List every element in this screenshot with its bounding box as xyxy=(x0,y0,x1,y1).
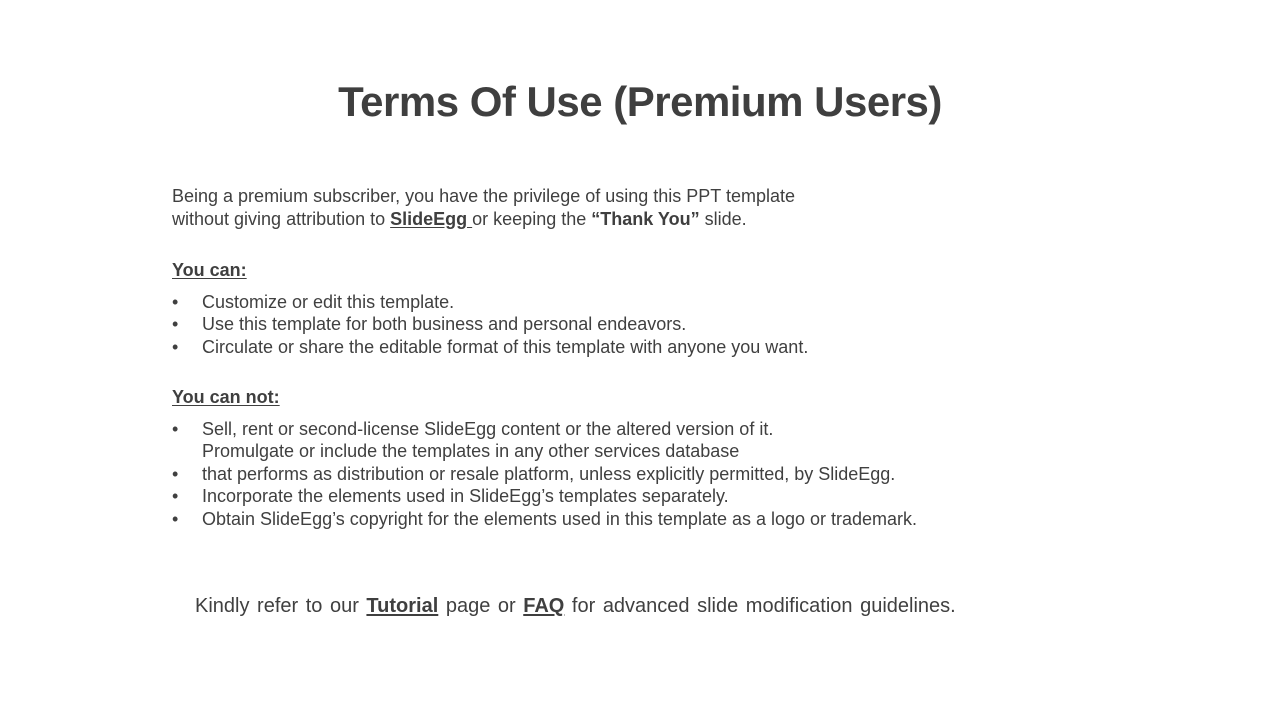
bullet-icon: • xyxy=(172,336,179,357)
list-item-text: Circulate or share the editable format of this template with anyone you want. xyxy=(202,336,809,357)
bullet-icon: • xyxy=(172,463,179,484)
page-title: Terms Of Use (Premium Users) xyxy=(338,78,942,125)
tutorial-link[interactable]: Tutorial xyxy=(366,595,439,617)
list-item xyxy=(172,418,1032,441)
thank-you-text: “Thank You” xyxy=(591,208,700,229)
footer-suffix: for advanced slide modification guidelines. xyxy=(564,595,956,617)
intro-line-2-middle: or keeping the xyxy=(472,208,592,229)
list-item-text: Incorporate the elements used in SlideEgg’s templates separately. xyxy=(202,486,729,506)
list-item-text: Use this template for both business and personal endeavors. xyxy=(202,314,687,334)
bullet-icon: • xyxy=(172,291,179,312)
you-can-heading: You can: xyxy=(172,260,247,280)
list-item xyxy=(172,313,1032,336)
list-item xyxy=(172,440,1032,463)
list-item-text: Sell, rent or second-license SlideEgg content or the altered version of it. xyxy=(202,418,774,439)
bullet-icon: • xyxy=(172,508,179,529)
bullet-icon: • xyxy=(172,418,179,439)
bullet-icon: • xyxy=(172,314,179,334)
footer-note xyxy=(195,593,956,619)
slideegg-link[interactable]: SlideEgg xyxy=(390,208,473,229)
you-can-not-list xyxy=(172,418,1032,531)
faq-link[interactable]: FAQ xyxy=(523,595,565,617)
you-can-list xyxy=(172,291,1032,359)
intro-paragraph xyxy=(172,185,1032,230)
list-item-text: Promulgate or include the templates in any other services database xyxy=(202,441,740,461)
terms-content xyxy=(172,185,1032,558)
list-item-text: Obtain SlideEgg’s copyright for the elements used in this template as a logo or trademark. xyxy=(202,508,918,529)
list-item xyxy=(172,291,1032,314)
footer-prefix: Kindly refer to our xyxy=(195,595,367,617)
intro-line-2-suffix: slide. xyxy=(699,208,747,229)
intro-line-2 xyxy=(172,208,1032,231)
list-item xyxy=(172,336,1032,359)
list-item-text: that performs as distribution or resale platform, unless explicitly permitted, by SlideEgg. xyxy=(202,463,896,484)
intro-line-1: Being a premium subscriber, you have the privilege of using this PPT template xyxy=(172,186,795,206)
bullet-icon: • xyxy=(172,486,179,506)
intro-line-2-prefix: without giving attribution to xyxy=(172,208,391,229)
list-item xyxy=(172,508,1032,531)
list-item-text: Customize or edit this template. xyxy=(202,291,455,312)
list-item xyxy=(172,463,1032,486)
footer-middle: page or xyxy=(438,595,524,617)
list-item xyxy=(172,485,1032,508)
you-can-not-heading: You can not: xyxy=(172,387,280,407)
